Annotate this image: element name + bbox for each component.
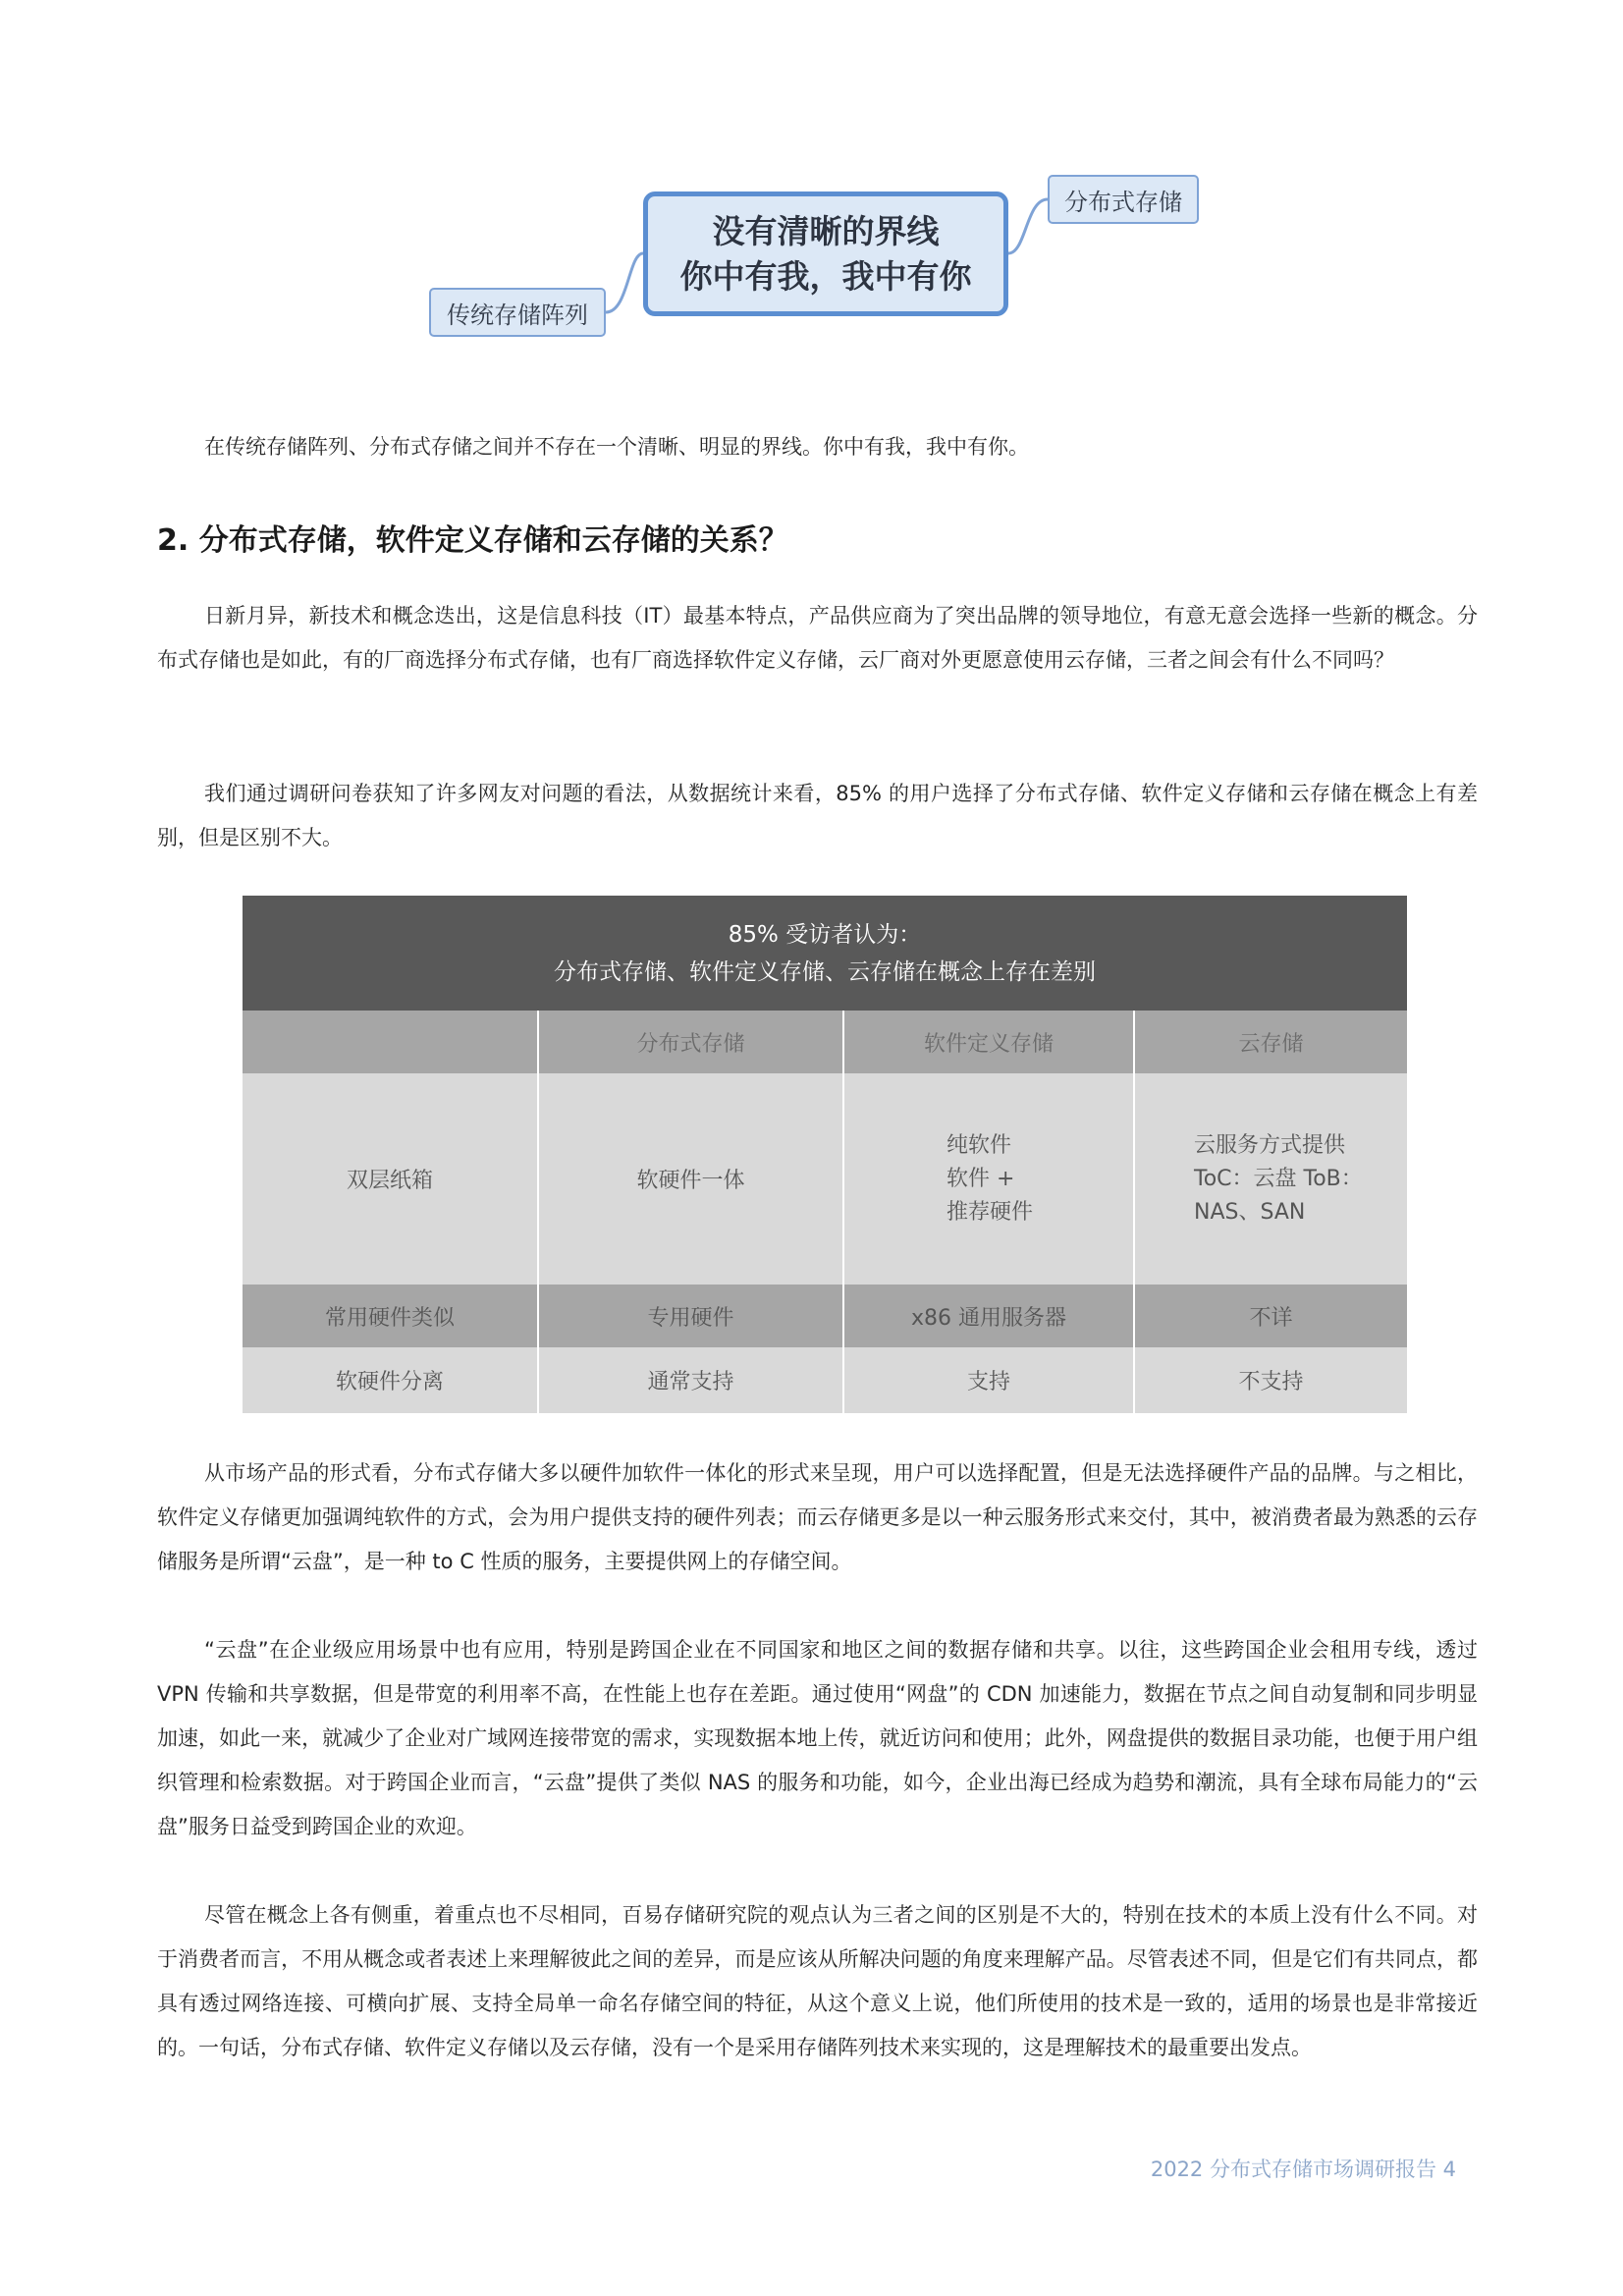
paragraph-3: 从市场产品的形式看，分布式存储大多以硬件加软件一体化的形式来呈现，用户可以选择配置，但是无法选择硬件产品的品牌。与之相比，软件定义存储更加强调纯软件的方式，会为用户提供支持的硬件列表；而云存储更多是以一种云服务形式来交付，其中，被消费者最为熟悉的云存储服务是所谓“云盘”，是一种 to C 性质的服务，主要提供网上的存储空间。	[157, 1461, 1478, 1573]
table-cell-line: NAS、SAN	[1194, 1199, 1306, 1225]
mindmap-left-node: 传统存储阵列	[429, 288, 606, 337]
table-header-row	[243, 1011, 1407, 1073]
mindmap-center-line2: 你中有我，我中有你	[679, 256, 972, 296]
table-header-cell: 云存储	[1238, 1031, 1304, 1057]
intro-paragraph: 在传统存储阵列、分布式存储之间并不存在一个清晰、明显的界线。你中有我，我中有你。	[204, 435, 1029, 459]
table-row-label: 软硬件分离	[243, 1347, 538, 1413]
table-row	[243, 1073, 1407, 1285]
table-cell: x86 通用服务器	[843, 1285, 1134, 1347]
table-cell-line: 云服务方式提供	[1194, 1132, 1346, 1158]
table-cell-line: 软件 +	[947, 1166, 1015, 1191]
page-footer: 2022 分布式存储市场调研报告 4	[1150, 2158, 1456, 2181]
paragraph-4: “云盘”在企业级应用场景中也有应用，特别是跨国企业在不同国家和地区之间的数据存储和共享。以往，这些跨国企业会租用专线，透过 VPN 传输和共享数据，但是带宽的利用率不高，在性能上也存在差距。通过使用“网盘”的 CDN 加速能力，数据在节点之间自动复制和同步明显加速，如此一来，就减少了企业对广域网连接带宽的需求，实现数据本地上传，就近访问和使用；此外，网盘提供的数据目录功能，也便于用户组织管理和检索数据。对于跨国企业而言，“云盘”提供了类似 NAS 的服务和功能，如今，企业出海已经成为趋势和潮流，具有全球布局能力的“云盘”服务日益受到跨国企业的欢迎。	[157, 1638, 1478, 1838]
table-cell: 支持	[843, 1347, 1134, 1413]
table-cell-line: ToC：云盘 ToB：	[1194, 1166, 1363, 1191]
paragraph-5: 尽管在概念上各有侧重，着重点也不尽相同，百易存储研究院的观点认为三者之间的区别是不大的，特别在技术的本质上没有什么不同。对于消费者而言，不用从概念或者表述上来理解彼此之间的差异，而是应该从所解决问题的角度来理解产品。尽管表述不同，但是它们有共同点，都具有透过网络连接、可横向扩展、支持全局单一命名存储空间的特征，从这个意义上说，他们所使用的技术是一致的，适用的场景也是非常接近的。一句话，分布式存储、软件定义存储以及云存储，没有一个是采用存储阵列技术来实现的，这是理解技术的最重要出发点。	[157, 1903, 1478, 2059]
table-title-line1: 85% 受访者认为：	[728, 921, 922, 948]
table-title-row	[243, 896, 1407, 1011]
table-cell: 软硬件一体	[538, 1073, 843, 1285]
table-cell	[1134, 1073, 1407, 1285]
table-cell: 通常支持	[538, 1347, 843, 1413]
table-header-cell: 分布式存储	[538, 1011, 843, 1073]
table-cell: 专用硬件	[538, 1285, 843, 1347]
table-title-line2: 分布式存储、软件定义存储、云存储在概念上存在差别	[554, 958, 1096, 985]
table-header-cell	[243, 1011, 538, 1073]
comparison-table	[243, 896, 1407, 1413]
section-heading: 2. 分布式存储，软件定义存储和云存储的关系？	[157, 523, 788, 558]
table-cell: 不详	[1249, 1305, 1293, 1331]
mindmap-center-line1: 没有清晰的界线	[712, 211, 940, 250]
table-row-label: 常用硬件类似	[243, 1285, 538, 1347]
paragraph-2: 我们通过调研问卷获知了许多网友对问题的看法，从数据统计来看，85% 的用户选择了分布式存储、软件定义存储和云存储在概念上有差别，但是区别不大。	[157, 782, 1478, 849]
mindmap-right-node: 分布式存储	[1048, 175, 1199, 224]
paragraph-1: 日新月异，新技术和概念迭出，这是信息科技（IT）最基本特点，产品供应商为了突出品牌的领导地位，有意无意会选择一些新的概念。分布式存储也是如此，有的厂商选择分布式存储，也有厂商选择软件定义存储，云厂商对外更愿意使用云存储，三者之间会有什么不同吗？	[157, 604, 1478, 672]
table-cell	[843, 1073, 1134, 1285]
table-cell: 不支持	[1238, 1370, 1304, 1394]
table-row	[243, 1285, 1407, 1347]
table-title	[243, 896, 1407, 1011]
table-row-label: 双层纸箱	[243, 1073, 538, 1285]
table-header-cell: 软件定义存储	[843, 1011, 1134, 1073]
table-cell-line: 推荐硬件	[947, 1199, 1034, 1225]
table-cell-line: 纯软件	[947, 1132, 1012, 1158]
mindmap-center-node	[643, 191, 1008, 316]
table-row	[243, 1347, 1407, 1413]
